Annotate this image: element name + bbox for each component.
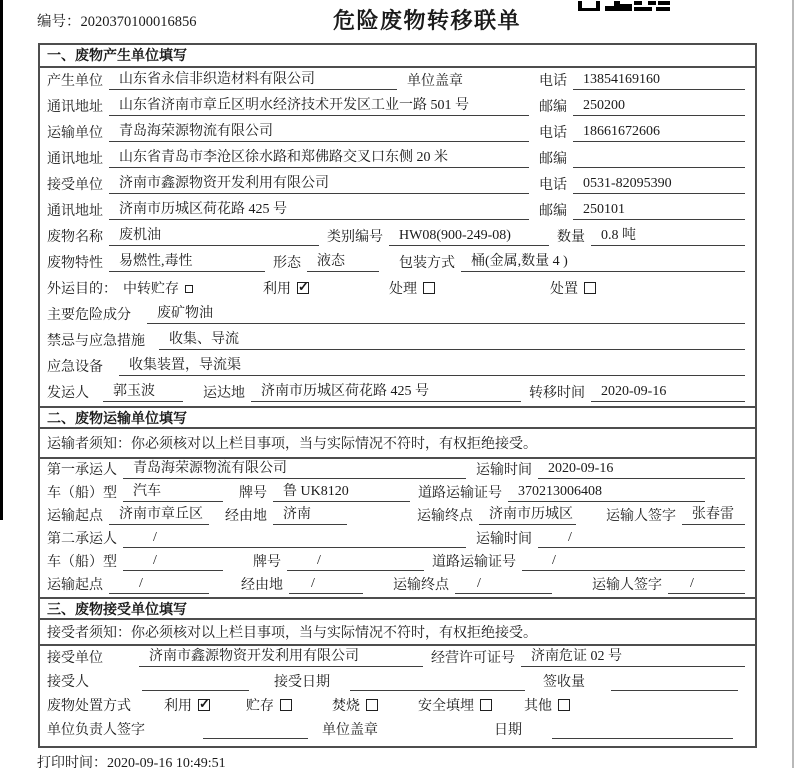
signed-quantity-label: 签收量 — [543, 675, 585, 690]
address-label: 通讯地址 — [47, 152, 103, 167]
first-carrier-field: 青岛海荣源物流有限公司 — [123, 461, 466, 479]
disposal-store-checkbox — [280, 699, 292, 711]
quantity-label: 数量 — [557, 230, 585, 245]
transporter-row — [40, 120, 755, 146]
receiver-address-row — [40, 198, 755, 224]
section1-header: 一、废物产生单位填写 — [40, 45, 755, 68]
accept-date-field — [350, 689, 525, 691]
transport-purpose-row — [40, 276, 755, 302]
transporter-phone-field: 18661672606 — [573, 124, 745, 142]
quantity-field: 0.8 吨 — [591, 228, 745, 246]
purpose-option-transfer-storage: 中转贮存 — [123, 282, 193, 298]
plate-field: 鲁 UK8120 — [273, 484, 410, 502]
receiver-phone-field: 0531-82095390 — [573, 176, 745, 194]
dispatch-row — [40, 380, 755, 406]
route-start-label: 运输起点 — [47, 509, 103, 524]
serial-label: 编号： — [37, 14, 81, 30]
address-label: 通讯地址 — [47, 204, 103, 219]
accept-unit-label: 接受单位 — [47, 651, 103, 666]
waste-name-label: 废物名称 — [47, 230, 103, 245]
disposal-other-checkbox — [558, 699, 570, 711]
receiver-address-field: 济南市历城区荷花路 425 号 — [109, 202, 529, 220]
responsible-signature-label: 单位负责人签字 — [47, 723, 145, 738]
unit-seal-label: 单位盖章 — [322, 723, 378, 738]
producer-address-row — [40, 94, 755, 120]
category-code-field: HW08(900-249-08) — [389, 228, 549, 246]
transport-purpose-label: 外运目的： — [47, 282, 117, 297]
waste-name-field: 废机油 — [109, 228, 319, 246]
second-vehicle-type-field: / — [123, 553, 223, 571]
disposal-method-label: 废物处置方式 — [47, 699, 131, 714]
receiver-postcode-field: 250101 — [573, 202, 745, 220]
transporter-address-row — [40, 146, 755, 172]
transfer-time-field: 2020-09-16 — [591, 384, 745, 402]
road-permit-label: 道路运输证号 — [432, 555, 516, 570]
transporter-value-field: 青岛海荣源物流有限公司 — [109, 124, 529, 142]
disposal-option-store: 贮存 — [246, 699, 292, 715]
responsible-signature-field — [203, 737, 308, 739]
accept-date-label: 接受日期 — [274, 675, 330, 690]
form-field: 液态 — [307, 254, 379, 272]
packing-label: 包装方式 — [399, 256, 455, 271]
taboo-measures-row — [40, 328, 755, 354]
license-field: 济南危证 02 号 — [521, 649, 745, 667]
via-label: 经由地 — [241, 578, 283, 593]
taboo-measures-label: 禁忌与应急措施 — [47, 334, 145, 349]
plate-label: 牌号 — [253, 555, 281, 570]
producer-row — [40, 68, 755, 94]
postcode-label: 邮编 — [539, 100, 567, 115]
carrier-signature-label: 运输人签字 — [606, 509, 676, 524]
consignor-label: 发运人 — [47, 386, 89, 401]
acceptor-row — [40, 670, 755, 694]
disposal-incinerate-checkbox — [366, 699, 378, 711]
disposal-option-utilize: 利用 ✓ — [164, 699, 210, 715]
second-route-end-field: / — [455, 576, 552, 594]
date-label: 日期 — [494, 723, 522, 738]
waste-name-row — [40, 224, 755, 250]
destination-field: 济南市历城区荷花路 425 号 — [251, 384, 521, 402]
second-route-row — [40, 574, 755, 597]
producer-postcode-field: 250200 — [573, 98, 745, 116]
disposal-landfill-checkbox — [480, 699, 492, 711]
first-carrier-row — [40, 459, 755, 482]
second-carrier-row — [40, 528, 755, 551]
packing-field: 桶(金属,数量 4 ) — [461, 254, 745, 272]
transport-time-label: 运输时间 — [476, 463, 532, 478]
receiver-notice: 接受者须知：你必须核对以上栏目事项，当与实际情况不符时，有权拒绝接受。 — [40, 620, 755, 646]
phone-label: 电话 — [539, 178, 567, 193]
accept-unit-field: 济南市鑫源物资开发利用有限公司 — [139, 649, 423, 667]
purpose-option-treat: 处理 — [389, 282, 435, 298]
producer-value-field: 山东省永信非织造材料有限公司 — [109, 72, 397, 90]
carrier-signature-label: 运输人签字 — [592, 578, 662, 593]
first-route-row — [40, 505, 755, 528]
producer-address-field: 山东省济南市章丘区明水经济技术开发区工业一路 501 号 — [109, 98, 529, 116]
postcode-label: 邮编 — [539, 152, 567, 167]
first-vehicle-row — [40, 482, 755, 505]
via-field: 济南 — [273, 507, 347, 525]
print-time-line — [37, 752, 226, 768]
purpose-option-dispose: 处置 — [550, 282, 596, 298]
manifest-form-table — [38, 43, 757, 748]
unit-seal-label: 单位盖章 — [407, 74, 463, 89]
disposal-option-other: 其他 — [524, 699, 570, 715]
serial-number: 2020370100016856 — [80, 14, 197, 30]
plate-label: 牌号 — [239, 486, 267, 501]
category-code-label: 类别编号 — [327, 230, 383, 245]
route-end-label: 运输终点 — [417, 509, 473, 524]
disposal-option-landfill: 安全填埋 — [418, 699, 492, 715]
waste-property-field: 易燃性,毒性 — [109, 254, 265, 272]
hazard-component-label: 主要危险成分 — [47, 308, 131, 323]
license-label: 经营许可证号 — [431, 651, 515, 666]
disposal-utilize-checkbox — [198, 699, 210, 711]
emergency-equipment-field: 收集装置，导流渠 — [119, 358, 745, 376]
section2-header: 二、废物运输单位填写 — [40, 406, 755, 429]
address-label: 通讯地址 — [47, 100, 103, 115]
receiver-value-field: 济南市鑫源物资开发利用有限公司 — [109, 176, 529, 194]
postcode-label: 邮编 — [539, 204, 567, 219]
signed-quantity-field — [611, 689, 738, 691]
second-transport-time-field: / — [538, 530, 745, 548]
transporter-notice: 运输者须知：你必须核对以上栏目事项，当与实际情况不符时，有权拒绝接受。 — [40, 429, 755, 459]
second-via-field: / — [289, 576, 363, 594]
receiver-row — [40, 172, 755, 198]
print-time-value: 2020-09-16 10:49:51 — [107, 756, 226, 768]
vehicle-type-field: 汽车 — [123, 484, 223, 502]
consignor-field: 郭玉波 — [103, 384, 183, 402]
second-carrier-field: / — [123, 530, 466, 548]
second-vehicle-row — [40, 551, 755, 574]
page-title: 危险废物转移联单 — [333, 8, 522, 33]
receiver-label: 接受单位 — [47, 178, 103, 193]
transporter-label: 运输单位 — [47, 126, 103, 141]
emergency-equipment-label: 应急设备 — [47, 360, 103, 375]
transfer-storage-checkbox — [185, 285, 193, 293]
emergency-equipment-row — [40, 354, 755, 380]
producer-phone-field: 13854169160 — [573, 72, 745, 90]
waste-property-label: 废物特性 — [47, 256, 103, 271]
road-permit-label: 道路运输证号 — [418, 486, 502, 501]
road-permit-field: 370213006408 — [508, 484, 705, 502]
accept-unit-row — [40, 646, 755, 670]
dispose-checkbox — [584, 282, 596, 294]
acceptor-field — [142, 689, 249, 691]
page-right-edge — [792, 0, 794, 768]
disposal-option-incinerate: 焚烧 — [332, 699, 378, 715]
hazard-component-row — [40, 302, 755, 328]
section3-header: 三、废物接受单位填写 — [40, 597, 755, 620]
print-time-label: 打印时间： — [37, 756, 107, 768]
producer-label: 产生单位 — [47, 74, 103, 89]
phone-label: 电话 — [539, 74, 567, 89]
via-label: 经由地 — [225, 509, 267, 524]
transporter-address-field: 山东省青岛市李沧区徐水路和郑佛路交叉口东侧 20 米 — [109, 150, 529, 168]
second-plate-field: / — [287, 553, 424, 571]
transfer-time-label: 转移时间 — [529, 386, 585, 401]
utilize-checkbox — [297, 282, 309, 294]
route-end-label: 运输终点 — [393, 578, 449, 593]
first-transport-time-field: 2020-09-16 — [538, 461, 745, 479]
document-header — [0, 0, 796, 40]
transporter-postcode-field — [573, 166, 745, 168]
hazard-component-field: 废矿物油 — [147, 306, 745, 324]
date-field — [552, 737, 733, 739]
route-start-label: 运输起点 — [47, 578, 103, 593]
serial-number-line — [37, 10, 197, 31]
second-carrier-label: 第二承运人 — [47, 532, 117, 547]
transport-time-label: 运输时间 — [476, 532, 532, 547]
treat-checkbox — [423, 282, 435, 294]
destination-label: 运达地 — [203, 386, 245, 401]
first-carrier-label: 第一承运人 — [47, 463, 117, 478]
second-road-permit-field: / — [522, 553, 745, 571]
qr-code-fragment-icon — [578, 0, 672, 16]
carrier-signature-field: 张春雷 — [682, 507, 745, 525]
route-start-field: 济南市章丘区 — [109, 507, 209, 525]
responsible-signature-row — [40, 718, 755, 742]
phone-label: 电话 — [539, 126, 567, 141]
second-carrier-signature-field: / — [668, 576, 745, 594]
waste-property-row — [40, 250, 755, 276]
purpose-option-utilize: 利用 ✓ — [263, 282, 309, 298]
second-route-start-field: / — [109, 576, 209, 594]
vehicle-type-label: 车（船）型 — [47, 555, 117, 570]
page-left-edge — [0, 0, 3, 520]
form-label: 形态 — [273, 256, 301, 271]
taboo-measures-field: 收集、导流 — [159, 332, 745, 350]
acceptor-label: 接受人 — [47, 675, 89, 690]
disposal-method-row — [40, 694, 755, 718]
vehicle-type-label: 车（船）型 — [47, 486, 117, 501]
route-end-field: 济南市历城区 — [479, 507, 576, 525]
